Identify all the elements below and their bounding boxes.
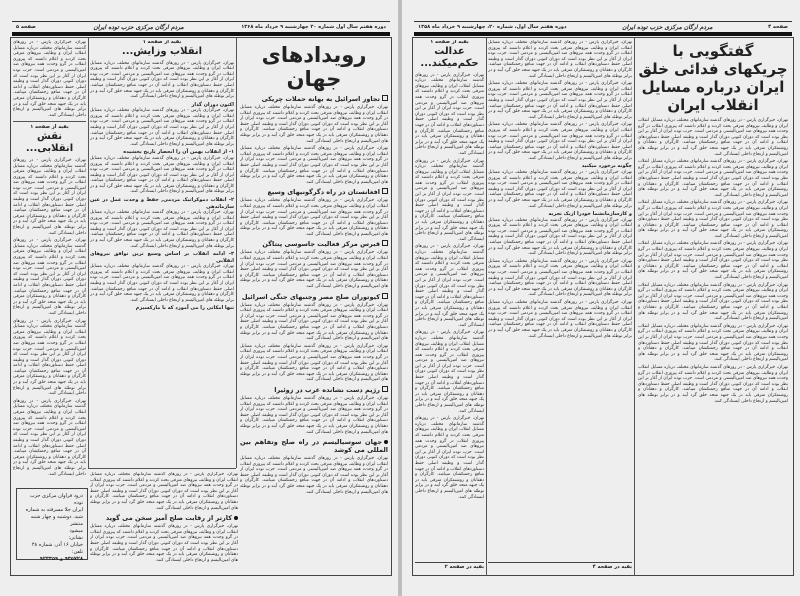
interview-continued: [488, 40, 632, 560]
body-text: تهران، خبرگزاری پارس - در روزهای گذشته سازمانهای مختلف درباره مسایل انقلاب ایران و وظایف نیروهای مترقی بحث کردند و اعلام داشتند که پیروزی انقلاب در گرو وحدت همه نیروهای ضد امپریالیستی و مردمی است. حزب توده ایران از آغاز بر این نظر بوده است که دوران کنونی دوران گذار است و وظیفه اصلی حفظ دستاوردهای انقلاب و ادامه آن در جهت منافع زحمتکشان میباشد. کارگران و دهقانان و روشنفکران مترقی باید در یک جبهه متحد خلق گرد آیند و در برابر توطئه های امپریالیسم و ارتجاع داخلی ایستادگی کنند.: [638, 118, 788, 157]
world-events-title: رویدادهای جهان: [261, 43, 367, 91]
column-rule: [486, 38, 487, 576]
right-page: [402, 0, 800, 596]
issue-info: دوره هفتم سال اول، شماره ۲۰، چهارشنبه ۹ خرداد ماه ۱۳۵۸: [418, 24, 567, 30]
body-text: تهران، خبرگزاری پارس - در روزهای گذشته سازمانهای مختلف درباره مسایل انقلاب ایران و وظایف نیروهای مترقی بحث کردند و اعلام داشتند که پیروزی انقلاب در گرو وحدت همه نیروهای ضد امپریالیستی و مردمی است. حزب توده ایران از آغاز بر این نظر بوده است که دوران کنونی دوران گذار است و وظیفه اصلی حفظ دستاوردهای انقلاب و ادامه آن در جهت منافع زحمتکشان میباشد. کارگران و دهقانان و روشنفکران مترقی باید در یک جبهه متحد خلق گرد آیند و در برابر توطئه های امپریالیسم و ارتجاع داخلی ایستادگی کنند.: [240, 250, 388, 290]
body-text: تهران، خبرگزاری پارس - در روزهای گذشته سازمانهای مختلف درباره مسایل انقلاب ایران و وظایف نیروهای مترقی بحث کردند و اعلام داشتند که پیروزی انقلاب در گرو وحدت همه نیروهای ضد امپریالیستی و مردمی است. حزب توده ایران از آغاز بر این نظر بوده است که دوران کنونی دوران گذار است و وظیفه اصلی حفظ دستاوردهای انقلاب و ادامه آن در جهت منافع زحمتکشان میباشد. کارگران و دهقانان و روشنفکران مترقی باید در یک جبهه متحد خلق گرد آیند و در برابر توطئه های امپریالیسم و ارتجاع داخلی ایستادگی کنند.: [488, 81, 632, 120]
justice-article: [415, 40, 484, 560]
body-text: تهران، خبرگزاری پارس - در روزهای گذشته سازمانهای مختلف درباره مسایل انقلاب ایران و وظایف نیروهای مترقی بحث کردند و اعلام داشتند که پیروزی انقلاب در گرو وحدت همه نیروهای ضد امپریالیستی و مردمی است. حزب توده ایران از آغاز بر این نظر بوده است که دوران کنونی دوران گذار است و وظیفه اصلی حفظ دستاوردهای انقلاب و ادامه آن در جهت منافع زحمتکشان میباشد. کارگران و دهقانان و روشنفکران مترقی باید در یک جبهه متحد خلق گرد آیند و در برابر توطئه های امپریالیسم و ارتجاع داخلی ایستادگی کنند.: [90, 60, 234, 100]
paper-logo: مردم ارگان مرکزی حزب توده ایران: [622, 23, 713, 31]
world-events-continued: [90, 472, 238, 572]
notice-line: خیابان ۱۶ آذر، شماره ۴۸: [31, 542, 83, 548]
notice-line: شید. دوشنبه و چهار شنبه منتشر: [30, 514, 83, 527]
subhead: ۳- ادامه انقلاب بر اساس وسیع ترین توافق نیروهای انقلابی: [90, 251, 234, 264]
body-text: تهران، خبرگزاری پارس - در روزهای گذشته سازمانهای مختلف درباره مسایل انقلاب ایران و وظایف نیروهای مترقی بحث کردند و اعلام داشتند که پیروزی انقلاب در گرو وحدت همه نیروهای ضد امپریالیستی و مردمی است. حزب توده ایران از آغاز بر این نظر بوده است که دوران کنونی دوران گذار است و وظیفه اصلی حفظ دستاوردهای انقلاب و ادامه آن در جهت منافع زحمتکشان میباشد. کارگران و دهقانان و روشنفکران مترقی باید در یک جبهه متحد خلق گرد آیند و در برابر توطئه های امپریالیسم و ارتجاع داخلی ایستادگی کنند.: [13, 318, 86, 397]
body-text: تهران، خبرگزاری پارس - در روزهای گذشته سازمانهای مختلف درباره مسایل انقلاب ایران و وظایف نیروهای مترقی بحث کردند و اعلام داشتند که پیروزی انقلاب در گرو وحدت همه نیروهای ضد امپریالیستی و مردمی است. حزب توده ایران از آغاز بر این نظر بوده است که دوران کنونی دوران گذار است و وظیفه اصلی حفظ دستاوردهای انقلاب و ادامه آن در جهت منافع زحمتکشان میباشد. کارگران و دهقانان و روشنفکران مترقی باید در یک جبهه متحد خلق گرد آیند و در برابر توطئه های امپریالیسم و ارتجاع داخلی ایستادگی کنند.: [13, 40, 86, 118]
notice-phone: ۹۳۵۷۲۸ و ۹۲۳۳۵۹: [39, 556, 83, 562]
continued-note: بقیه در صفحه ۲: [415, 562, 484, 570]
body-text: تهران، خبرگزاری پارس - در روزهای گذشته سازمانهای مختلف درباره مسایل انقلاب ایران و وظایف نیروهای مترقی بحث کردند و اعلام داشتند که پیروزی انقلاب در گرو وحدت همه نیروهای ضد امپریالیستی و مردمی است. حزب توده ایران از آغاز بر این نظر بوده است که دوران کنونی دوران گذار است و وظیفه اصلی حفظ دستاوردهای انقلاب و ادامه آن در جهت منافع زحمتکشان میباشد. کارگران و دهقانان و روشنفکران مترقی باید در یک جبهه متحد خلق گرد آیند و در برابر توطئه های امپریالیسم و ارتجاع داخلی ایستادگی کنند.: [488, 169, 632, 209]
body-text: تهران، خبرگزاری پارس - در روزهای گذشته سازمانهای مختلف درباره مسایل انقلاب ایران و وظایف نیروهای مترقی بحث کردند و اعلام داشتند که پیروزی انقلاب در گرو وحدت همه نیروهای ضد امپریالیستی و مردمی است. حزب توده ایران از آغاز بر این نظر بوده است که دوران کنونی دوران گذار است و وظیفه اصلی حفظ دستاوردهای انقلاب و ادامه آن در جهت منافع زحمتکشان میباشد. کارگران و دهقانان و روشنفکران مترقی باید در یک جبهه متحد خلق گرد آیند و در برابر توطئه های امپریالیسم و ارتجاع داخلی ایستادگی کنند.: [638, 241, 788, 281]
highlight: و کارسازمانشما خودرا ازیک تجربه: [548, 211, 632, 218]
section-rule: [13, 121, 86, 122]
left-page: [0, 0, 398, 596]
body-text: تهران، خبرگزاری پارس - در روزهای گذشته سازمانهای مختلف درباره مسایل انقلاب ایران و وظایف نیروهای مترقی بحث کردند و اعلام داشتند که پیروزی انقلاب در گرو وحدت همه نیروهای ضد امپریالیستی و مردمی است. حزب توده ایران از آغاز بر این نظر بوده است که دوران کنونی دوران گذار است و وظیفه اصلی حفظ دستاوردهای انقلاب و ادامه آن در جهت منافع زحمتکشان میباشد. کارگران و دهقانان و روشنفکران مترقی باید در یک جبهه متحد خلق گرد آیند و در برابر توطئه های امپریالیسم و ارتجاع داخلی ایستادگی کنند.: [488, 122, 632, 161]
kicker: بقیه از صفحه ۱: [30, 124, 69, 131]
section-heading: قبرس مرکز فعالیت جاسوسی پنتاگن: [240, 240, 388, 248]
continued-note: بقیه در صفحه ۴: [488, 562, 632, 570]
interview-article: [638, 40, 788, 570]
body-text: تهران، خبرگزاری پارس - در روزهای گذشته سازمانهای مختلف درباره مسایل انقلاب ایران و وظایف نیروهای مترقی بحث کردند و اعلام داشتند که پیروزی انقلاب در گرو وحدت همه نیروهای ضد امپریالیستی و مردمی است. حزب توده ایران از آغاز بر این نظر بوده است که دوران کنونی دوران گذار است و وظیفه اصلی حفظ دستاوردهای انقلاب و ادامه آن در جهت منافع زحمتکشان میباشد. کارگران و دهقانان و روشنفکران مترقی باید در یک جبهه متحد خلق گرد آیند و در برابر توطئه های امپریالیسم و ارتجاع داخلی ایستادگی کنند.: [90, 472, 238, 511]
body-text: تهران، خبرگزاری پارس - در روزهای گذشته سازمانهای مختلف درباره مسایل انقلاب ایران و وظایف نیروهای مترقی بحث کردند و اعلام داشتند که پیروزی انقلاب در گرو وحدت همه نیروهای ضد امپریالیستی و مردمی است. حزب توده ایران از آغاز بر این نظر بوده است که دوران کنونی دوران گذار است و وظیفه اصلی حفظ دستاوردهای انقلاب و ادامه آن در جهت منافع زحمتکشان میباشد. کارگران و دهقانان و روشنفکران مترقی باید در یک جبهه متحد خلق گرد آیند و در برابر توطئه های امپریالیسم و ارتجاع داخلی ایستادگی کنند.: [415, 330, 484, 414]
page-number: صفحه ۵: [16, 24, 36, 30]
body-text: تهران، خبرگزاری پارس - در روزهای گذشته سازمانهای مختلف درباره مسایل انقلاب ایران و وظایف نیروهای مترقی بحث کردند و اعلام داشتند که پیروزی انقلاب در گرو وحدت همه نیروهای ضد امپریالیستی و مردمی است. حزب توده ایران از آغاز بر این نظر بوده است که دوران کنونی دوران گذار است و وظیفه اصلی حفظ دستاوردهای انقلاب و ادامه آن در جهت منافع زحمتکشان میباشد. کارگران و دهقانان و روشنفکران مترقی باید در یک جبهه متحد خلق گرد آیند و در برابر توطئه های امپریالیسم و ارتجاع داخلی ایستادگی کنند.: [415, 72, 484, 156]
notice-line: درود فراوان مرکزی حزب توده: [29, 493, 83, 506]
body-text: تهران، خبرگزاری پارس - در روزهای گذشته سازمانهای مختلف درباره مسایل انقلاب ایران و وظایف نیروهای مترقی بحث کردند و اعلام داشتند که پیروزی انقلاب در گرو وحدت همه نیروهای ضد امپریالیستی و مردمی است. حزب توده ایران از آغاز بر این نظر بوده است که دوران کنونی دوران گذار است و وظیفه اصلی حفظ دستاوردهای انقلاب و ادامه آن در جهت منافع زحمتکشان میباشد. کارگران و دهقانان و روشنفکران مترقی باید در یک جبهه متحد خلق گرد آیند و در برابر توطئه های امپریالیسم و ارتجاع داخلی ایستادگی کنند.: [638, 159, 788, 198]
body-text: تهران، خبرگزاری پارس - در روزهای گذشته سازمانهای مختلف درباره مسایل انقلاب ایران و وظایف نیروهای مترقی بحث کردند و اعلام داشتند که پیروزی انقلاب در گرو وحدت همه نیروهای ضد امپریالیستی و مردمی است. حزب توده ایران از آغاز بر این نظر بوده است که دوران کنونی دوران گذار است و وظیفه اصلی حفظ دستاوردهای انقلاب و ادامه آن در جهت منافع زحمتکشان میباشد. کارگران و دهقانان و روشنفکران مترقی باید در یک جبهه متحد خلق گرد آیند و در برابر توطئه های امپریالیسم و ارتجاع داخلی ایستادگی کنند.: [13, 398, 86, 477]
notice-line: تلفن:: [71, 549, 83, 555]
highlight: چگونه برخورد میکنید: [581, 163, 632, 170]
paper-logo: مردم ارگان مرکزی حزب توده ایران: [93, 23, 184, 31]
section-heading: کیوتوران صلح مصر وجنبهای جنگی اسرائیل: [240, 293, 388, 301]
section-heading: جهان سوسیالیسم در راه صلح وتفاهم بین المللی می کوشد: [240, 438, 388, 455]
body-text: تهران، خبرگزاری پارس - در روزهای گذشته سازمانهای مختلف درباره مسایل انقلاب ایران و وظایف نیروهای مترقی بحث کردند و اعلام داشتند که پیروزی انقلاب در گرو وحدت همه نیروهای ضد امپریالیستی و مردمی است. حزب توده ایران از آغاز بر این نظر بوده است که دوران کنونی دوران گذار است و وظیفه اصلی حفظ دستاوردهای انقلاب و ادامه آن در جهت منافع زحمتکشان میباشد. کارگران و دهقانان و روشنفکران مترقی باید در یک جبهه متحد خلق گرد آیند و در برابر توطئه های امپریالیسم و ارتجاع داخلی ایستادگی کنند.: [415, 158, 484, 242]
subhead: اکنون دوران گذار: [191, 101, 234, 108]
body-text: تهران، خبرگزاری پارس - در روزهای گذشته سازمانهای مختلف درباره مسایل انقلاب ایران و وظایف نیروهای مترقی بحث کردند و اعلام داشتند که پیروزی انقلاب در گرو وحدت همه نیروهای ضد امپریالیستی و مردمی است. حزب توده ایران از آغاز بر این نظر بوده است که دوران کنونی دوران گذار است و وظیفه اصلی حفظ دستاوردهای انقلاب و ادامه آن در جهت منافع زحمتکشان میباشد. کارگران و دهقانان و روشنفکران مترقی باید در یک جبهه متحد خلق گرد آیند و در برابر توطئه های امپریالیسم و ارتجاع داخلی ایستادگی کنند.: [638, 282, 788, 322]
subhead: ۱- از انقلاب بهمن آن را انحصار تاریخ بخشیده: [123, 149, 234, 156]
body-text: تهران، خبرگزاری پارس - در روزهای گذشته سازمانهای مختلف درباره مسایل انقلاب ایران و وظایف نیروهای مترقی بحث کردند و اعلام داشتند که پیروزی انقلاب در گرو وحدت همه نیروهای ضد امپریالیستی و مردمی است. حزب توده ایران از آغاز بر این نظر بوده است که دوران کنونی دوران گذار است و وظیفه اصلی حفظ دستاوردهای انقلاب و ادامه آن در جهت منافع زحمتکشان میباشد. کارگران و دهقانان و روشنفکران مترقی باید در یک جبهه متحد خلق گرد آیند و در برابر توطئه های امپریالیسم و ارتجاع داخلی ایستادگی کنند.: [638, 200, 788, 239]
body-text: تهران، خبرگزاری پارس - در روزهای گذشته سازمانهای مختلف درباره مسایل انقلاب ایران و وظایف نیروهای مترقی بحث کردند و اعلام داشتند که پیروزی انقلاب در گرو وحدت همه نیروهای ضد امپریالیستی و مردمی است. حزب توده ایران از آغاز بر این نظر بوده است که دوران کنونی دوران گذار است و وظیفه اصلی حفظ دستاوردهای انقلاب و ادامه آن در جهت منافع زحمتکشان میباشد. کارگران و دهقانان و روشنفکران مترقی باید در یک جبهه متحد خلق گرد آیند و در برابر توطئه های امپریالیسم و ارتجاع داخلی ایستادگی کنند.: [13, 238, 86, 316]
body-text: تهران، خبرگزاری پارس - در روزهای گذشته سازمانهای مختلف درباره مسایل انقلاب ایران و وظایف نیروهای مترقی بحث کردند و اعلام داشتند که پیروزی انقلاب در گرو وحدت همه نیروهای ضد امپریالیستی و مردمی است. حزب توده ایران از آغاز بر این نظر بوده است که دوران کنونی دوران گذار است و وظیفه اصلی حفظ دستاوردهای انقلاب و ادامه آن در جهت منافع زحمتکشان میباشد. کارگران و دهقانان و روشنفکران مترقی باید در یک جبهه متحد خلق گرد آیند و در برابر توطئه های امپریالیسم و ارتجاع داخلی ایستادگی کنند.: [240, 198, 388, 237]
world-events-article: [240, 40, 388, 560]
column-rule: [634, 38, 635, 576]
article-title: عدالت حکم‌میکند...: [420, 45, 479, 69]
body-text: تهران، خبرگزاری پارس - در روزهای گذشته سازمانهای مختلف درباره مسایل انقلاب ایران و وظایف نیروهای مترقی بحث کردند و اعلام داشتند که پیروزی انقلاب در گرو وحدت همه نیروهای ضد امپریالیستی و مردمی است. حزب توده ایران از آغاز بر این نظر بوده است که دوران کنونی دوران گذار است و وظیفه اصلی حفظ دستاوردهای انقلاب و ادامه آن در جهت منافع زحمتکشان میباشد. کارگران و دهقانان و روشنفکران مترقی باید در یک جبهه متحد خلق گرد آیند و در برابر توطئه های امپریالیسم و ارتجاع داخلی ایستادگی کنند.: [638, 364, 788, 404]
interview-title: گفتگویی با چریکهای فدائی خلق ایران درباره مسایل انقلاب ایران: [638, 42, 788, 114]
closing-line: تنها امکانی را می آموزد که با مارکسیزم: [135, 305, 234, 312]
body-text: تهران، خبرگزاری پارس - در روزهای گذشته سازمانهای مختلف درباره مسایل انقلاب ایران و وظایف نیروهای مترقی بحث کردند و اعلام داشتند که پیروزی انقلاب در گرو وحدت همه نیروهای ضد امپریالیستی و مردمی است. حزب توده ایران از آغاز بر این نظر بوده است که دوران کنونی دوران گذار است و وظیفه اصلی حفظ دستاوردهای انقلاب و ادامه آن در جهت منافع زحمتکشان میباشد. کارگران و دهقانان و روشنفکران مترقی باید در یک جبهه متحد خلق گرد آیند و در برابر توطئه های امپریالیسم و ارتجاع داخلی ایستادگی کنند.: [488, 217, 632, 257]
body-text: تهران، خبرگزاری پارس - در روزهای گذشته سازمانهای مختلف درباره مسایل انقلاب ایران و وظایف نیروهای مترقی بحث کردند و اعلام داشتند که پیروزی انقلاب در گرو وحدت همه نیروهای ضد امپریالیستی و مردمی است. حزب توده ایران از آغاز بر این نظر بوده است که دوران کنونی دوران گذار است و وظیفه اصلی حفظ دستاوردهای انقلاب و ادامه آن در جهت منافع زحمتکشان میباشد. کارگران و دهقانان و روشنفکران مترقی باید در یک جبهه متحد خلق گرد آیند و در برابر توطئه های امپریالیسم و ارتجاع داخلی ایستادگی کنند.: [415, 416, 484, 500]
body-text: تهران، خبرگزاری پارس - در روزهای گذشته سازمانهای مختلف درباره مسایل انقلاب ایران و وظایف نیروهای مترقی بحث کردند و اعلام داشتند که پیروزی انقلاب در گرو وحدت همه نیروهای ضد امپریالیستی و مردمی است. حزب توده ایران از آغاز بر این نظر بوده است که دوران کنونی دوران گذار است و وظیفه اصلی حفظ دستاوردهای انقلاب و ادامه آن در جهت منافع زحمتکشان میباشد. کارگران و دهقانان و روشنفکران مترقی باید در یک جبهه متحد خلق گرد آیند و در برابر توطئه های امپریالیسم و ارتجاع داخلی ایستادگی کنند.: [240, 146, 388, 185]
body-text: تهران، خبرگزاری پارس - در روزهای گذشته سازمانهای مختلف درباره مسایل انقلاب ایران و وظایف نیروهای مترقی بحث کردند و اعلام داشتند که پیروزی انقلاب در گرو وحدت همه نیروهای ضد امپریالیستی و مردمی است. حزب توده ایران از آغاز بر این نظر بوده است که دوران کنونی دوران گذار است و وظیفه اصلی حفظ دستاوردهای انقلاب و ادامه آن در جهت منافع زحمتکشان میباشد. کارگران و دهقانان و روشنفکران مترقی باید در یک جبهه متحد خلق گرد آیند و در برابر توطئه های امپریالیسم و ارتجاع داخلی ایستادگی کنند.: [90, 155, 234, 195]
section-heading: کارتر از رقابت صلح آمیز سخن می گوید: [90, 514, 238, 522]
notice-line: نشانی:: [68, 535, 83, 541]
body-text: تهران، خبرگزاری پارس - در روزهای گذشته سازمانهای مختلف درباره مسایل انقلاب ایران و وظایف نیروهای مترقی بحث کردند و اعلام داشتند که پیروزی انقلاب در گرو وحدت همه نیروهای ضد امپریالیستی و مردمی است. حزب توده ایران از آغاز بر این نظر بوده است که دوران کنونی دوران گذار است و وظیفه اصلی حفظ دستاوردهای انقلاب و ادامه آن در جهت منافع زحمتکشان میباشد. کارگران و دهقانان و روشنفکران مترقی باید در یک جبهه متحد خلق گرد آیند و در برابر توطئه های امپریالیسم و ارتجاع داخلی ایستادگی کنند.: [240, 302, 388, 342]
article-title: انقلاب وزایش...: [121, 45, 203, 57]
body-text: تهران، خبرگزاری پارس - در روزهای گذشته سازمانهای مختلف درباره مسایل انقلاب ایران و وظایف نیروهای مترقی بحث کردند و اعلام داشتند که پیروزی انقلاب در گرو وحدت همه نیروهای ضد امپریالیستی و مردمی است. حزب توده ایران از آغاز بر این نظر بوده است که دوران کنونی دوران گذار است و وظیفه اصلی حفظ دستاوردهای انقلاب و ادامه آن در جهت منافع زحمتکشان میباشد. کارگران و دهقانان و روشنفکران مترقی باید در یک جبهه متحد خلق گرد آیند و در برابر توطئه های امپریالیسم و ارتجاع داخلی ایستادگی کنند.: [90, 264, 234, 303]
body-text: تهران، خبرگزاری پارس - در روزهای گذشته سازمانهای مختلف درباره مسایل انقلاب ایران و وظایف نیروهای مترقی بحث کردند و اعلام داشتند که پیروزی انقلاب در گرو وحدت همه نیروهای ضد امپریالیستی و مردمی است. حزب توده ایران از آغاز بر این نظر بوده است که دوران کنونی دوران گذار است و وظیفه اصلی حفظ دستاوردهای انقلاب و ادامه آن در جهت منافع زحمتکشان میباشد. کارگران و دهقانان و روشنفکران مترقی باید در یک جبهه متحد خلق گرد آیند و در برابر توطئه های امپریالیسم و ارتجاع داخلی ایستادگی کنند.: [90, 210, 234, 249]
issue-info: دوره هفتم سال اول شماره ۲۰ چهارشنبه ۹ خرداد ماه ۱۳۶۸: [241, 24, 386, 30]
body-text: تهران، خبرگزاری پارس - در روزهای گذشته سازمانهای مختلف درباره مسایل انقلاب ایران و وظایف نیروهای مترقی بحث کردند و اعلام داشتند که پیروزی انقلاب در گرو وحدت همه نیروهای ضد امپریالیستی و مردمی است. حزب توده ایران از آغاز بر این نظر بوده است که دوران کنونی دوران گذار است و وظیفه اصلی حفظ دستاوردهای انقلاب و ادامه آن در جهت منافع زحمتکشان میباشد. کارگران و دهقانان و روشنفکران مترقی باید در یک جبهه متحد خلق گرد آیند و در برابر توطئه های امپریالیسم و ارتجاع داخلی ایستادگی کنند.: [488, 299, 632, 339]
body-text: تهران، خبرگزاری پارس - در روزهای گذشته سازمانهای مختلف درباره مسایل انقلاب ایران و وظایف نیروهای مترقی بحث کردند و اعلام داشتند که پیروزی انقلاب در گرو وحدت همه نیروهای ضد امپریالیستی و مردمی است. حزب توده ایران از آغاز بر این نظر بوده است که دوران کنونی دوران گذار است و وظیفه اصلی حفظ دستاوردهای انقلاب و ادامه آن در جهت منافع زحمتکشان میباشد. کارگران و دهقانان و روشنفکران مترقی باید در یک جبهه متحد خلق گرد آیند و در برابر توطئه های امپریالیسم و ارتجاع داخلی ایستادگی کنند.: [240, 456, 388, 495]
body-text: تهران، خبرگزاری پارس - در روزهای گذشته سازمانهای مختلف درباره مسایل انقلاب ایران و وظایف نیروهای مترقی بحث کردند و اعلام داشتند که پیروزی انقلاب در گرو وحدت همه نیروهای ضد امپریالیستی و مردمی است. حزب توده ایران از آغاز بر این نظر بوده است که دوران کنونی دوران گذار است و وظیفه اصلی حفظ دستاوردهای انقلاب و ادامه آن در جهت منافع زحمتکشان میباشد. کارگران و دهقانان و روشنفکران مترقی باید در یک جبهه متحد خلق گرد آیند و در برابر توطئه های امپریالیسم و ارتجاع داخلی ایستادگی کنند.: [488, 40, 632, 79]
page-number: صفحه ۴: [768, 24, 788, 30]
body-text: تهران، خبرگزاری پارس - در روزهای گذشته سازمانهای مختلف درباره مسایل انقلاب ایران و وظایف نیروهای مترقی بحث کردند و اعلام داشتند که پیروزی انقلاب در گرو وحدت همه نیروهای ضد امپریالیستی و مردمی است. حزب توده ایران از آغاز بر این نظر بوده است که دوران کنونی دوران گذار است و وظیفه اصلی حفظ دستاوردهای انقلاب و ادامه آن در جهت منافع زحمتکشان میباشد. کارگران و دهقانان و روشنفکران مترقی باید در یک جبهه متحد خلق گرد آیند و در برابر توطئه های امپریالیسم و ارتجاع داخلی ایستادگی کنند.: [638, 323, 788, 363]
body-text: تهران، خبرگزاری پارس - در روزهای گذشته سازمانهای مختلف درباره مسایل انقلاب ایران و وظایف نیروهای مترقی بحث کردند و اعلام داشتند که پیروزی انقلاب در گرو وحدت همه نیروهای ضد امپریالیستی و مردمی است. حزب توده ایران از آغاز بر این نظر بوده است که دوران کنونی دوران گذار است و وظیفه اصلی حفظ دستاوردهای انقلاب و ادامه آن در جهت منافع زحمتکشان میباشد. کارگران و دهقانان و روشنفکران مترقی باید در یک جبهه متحد خلق گرد آیند و در برابر توطئه های امپریالیسم و ارتجاع داخلی ایستادگی کنند.: [90, 524, 238, 563]
body-text: تهران، خبرگزاری پارس - در روزهای گذشته سازمانهای مختلف درباره مسایل انقلاب ایران و وظایف نیروهای مترقی بحث کردند و اعلام داشتند که پیروزی انقلاب در گرو وحدت همه نیروهای ضد امپریالیستی و مردمی است. حزب توده ایران از آغاز بر این نظر بوده است که دوران کنونی دوران گذار است و وظیفه اصلی حفظ دستاوردهای انقلاب و ادامه آن در جهت منافع زحمتکشان میباشد. کارگران و دهقانان و روشنفکران مترقی باید در یک جبهه متحد خلق گرد آیند و در برابر توطئه های امپریالیسم و ارتجاع داخلی ایستادگی کنند.: [90, 108, 234, 147]
publisher-notice: [16, 488, 88, 560]
body-text: تهران، خبرگزاری پارس - در روزهای گذشته سازمانهای مختلف درباره مسایل انقلاب ایران و وظایف نیروهای مترقی بحث کردند و اعلام داشتند که پیروزی انقلاب در گرو وحدت همه نیروهای ضد امپریالیستی و مردمی است. حزب توده ایران از آغاز بر این نظر بوده است که دوران کنونی دوران گذار است و وظیفه اصلی حفظ دستاوردهای انقلاب و ادامه آن در جهت منافع زحمتکشان میباشد. کارگران و دهقانان و روشنفکران مترقی باید در یک جبهه متحد خلق گرد آیند و در برابر توطئه های امپریالیسم و ارتجاع داخلی ایستادگی کنند.: [240, 395, 388, 435]
kicker: بقیه از صفحه ۱: [430, 40, 469, 45]
section-heading: رژیم دست نشانده غرب در زوئیرا: [240, 386, 388, 394]
notice-line: میشود: [69, 528, 83, 534]
body-text: تهران، خبرگزاری پارس - در روزهای گذشته سازمانهای مختلف درباره مسایل انقلاب ایران و وظایف نیروهای مترقی بحث کردند و اعلام داشتند که پیروزی انقلاب در گرو وحدت همه نیروهای ضد امپریالیستی و مردمی است. حزب توده ایران از آغاز بر این نظر بوده است که دوران کنونی دوران گذار است و وظیفه اصلی حفظ دستاوردهای انقلاب و ادامه آن در جهت منافع زحمتکشان میباشد. کارگران و دهقانان و روشنفکران مترقی باید در یک جبهه متحد خلق گرد آیند و در برابر توطئه های امپریالیسم و ارتجاع داخلی ایستادگی کنند.: [240, 105, 388, 144]
section-heading: افغانستان در راه دگرگونیهای وسیع: [240, 188, 388, 196]
right-masthead: [414, 21, 792, 36]
column-rule: [236, 38, 237, 468]
article-title: نقش انقلابی...: [25, 130, 74, 154]
body-text: تهران، خبرگزاری پارس - در روزهای گذشته سازمانهای مختلف درباره مسایل انقلاب ایران و وظایف نیروهای مترقی بحث کردند و اعلام داشتند که پیروزی انقلاب در گرو وحدت همه نیروهای ضد امپریالیستی و مردمی است. حزب توده ایران از آغاز بر این نظر بوده است که دوران کنونی دوران گذار است و وظیفه اصلی حفظ دستاوردهای انقلاب و ادامه آن در جهت منافع زحمتکشان میباشد. کارگران و دهقانان و روشنفکران مترقی باید در یک جبهه متحد خلق گرد آیند و در برابر توطئه های امپریالیسم و ارتجاع داخلی ایستادگی کنند.: [240, 343, 388, 383]
section-heading: تجاوز اسرائیل به بهانه حملات چریکی: [240, 95, 388, 103]
body-text: تهران، خبرگزاری پارس - در روزهای گذشته سازمانهای مختلف درباره مسایل انقلاب ایران و وظایف نیروهای مترقی بحث کردند و اعلام داشتند که پیروزی انقلاب در گرو وحدت همه نیروهای ضد امپریالیستی و مردمی است. حزب توده ایران از آغاز بر این نظر بوده است که دوران کنونی دوران گذار است و وظیفه اصلی حفظ دستاوردهای انقلاب و ادامه آن در جهت منافع زحمتکشان میباشد. کارگران و دهقانان و روشنفکران مترقی باید در یک جبهه متحد خلق گرد آیند و در برابر توطئه های امپریالیسم و ارتجاع داخلی ایستادگی کنند.: [488, 258, 632, 298]
kicker: بقیه از صفحه ۱: [142, 40, 182, 45]
body-text: تهران، خبرگزاری پارس - در روزهای گذشته سازمانهای مختلف درباره مسایل انقلاب ایران و وظایف نیروهای مترقی بحث کردند و اعلام داشتند که پیروزی انقلاب در گرو وحدت همه نیروهای ضد امپریالیستی و مردمی است. حزب توده ایران از آغاز بر این نظر بوده است که دوران کنونی دوران گذار است و وظیفه اصلی حفظ دستاوردهای انقلاب و ادامه آن در جهت منافع زحمتکشان میباشد. کارگران و دهقانان و روشنفکران مترقی باید در یک جبهه متحد خلق گرد آیند و در برابر توطئه های امپریالیسم و ارتجاع داخلی ایستادگی کنند.: [415, 244, 484, 328]
section-rule: [88, 468, 236, 469]
subhead: ۲- انقلاب دموکراتیک مردمی, حفظ و وحدت عمل در عین سازماندهی: [90, 197, 234, 210]
left-masthead: [12, 21, 390, 36]
notice-line: ایران جلا مسرفته به شماره: [25, 507, 83, 513]
body-text: تهران، خبرگزاری پارس - در روزهای گذشته سازمانهای مختلف درباره مسایل انقلاب ایران و وظایف نیروهای مترقی بحث کردند و اعلام داشتند که پیروزی انقلاب در گرو وحدت همه نیروهای ضد امپریالیستی و مردمی است. حزب توده ایران از آغاز بر این نظر بوده است که دوران کنونی دوران گذار است و وظیفه اصلی حفظ دستاوردهای انقلاب و ادامه آن در جهت منافع زحمتکشان میباشد. کارگران و دهقانان و روشنفکران مترقی باید در یک جبهه متحد خلق گرد آیند و در برابر توطئه های امپریالیسم و ارتجاع داخلی ایستادگی کنند.: [13, 157, 86, 236]
revolution-article: [90, 40, 234, 468]
column-rule: [88, 38, 89, 468]
role-article: [13, 40, 86, 510]
